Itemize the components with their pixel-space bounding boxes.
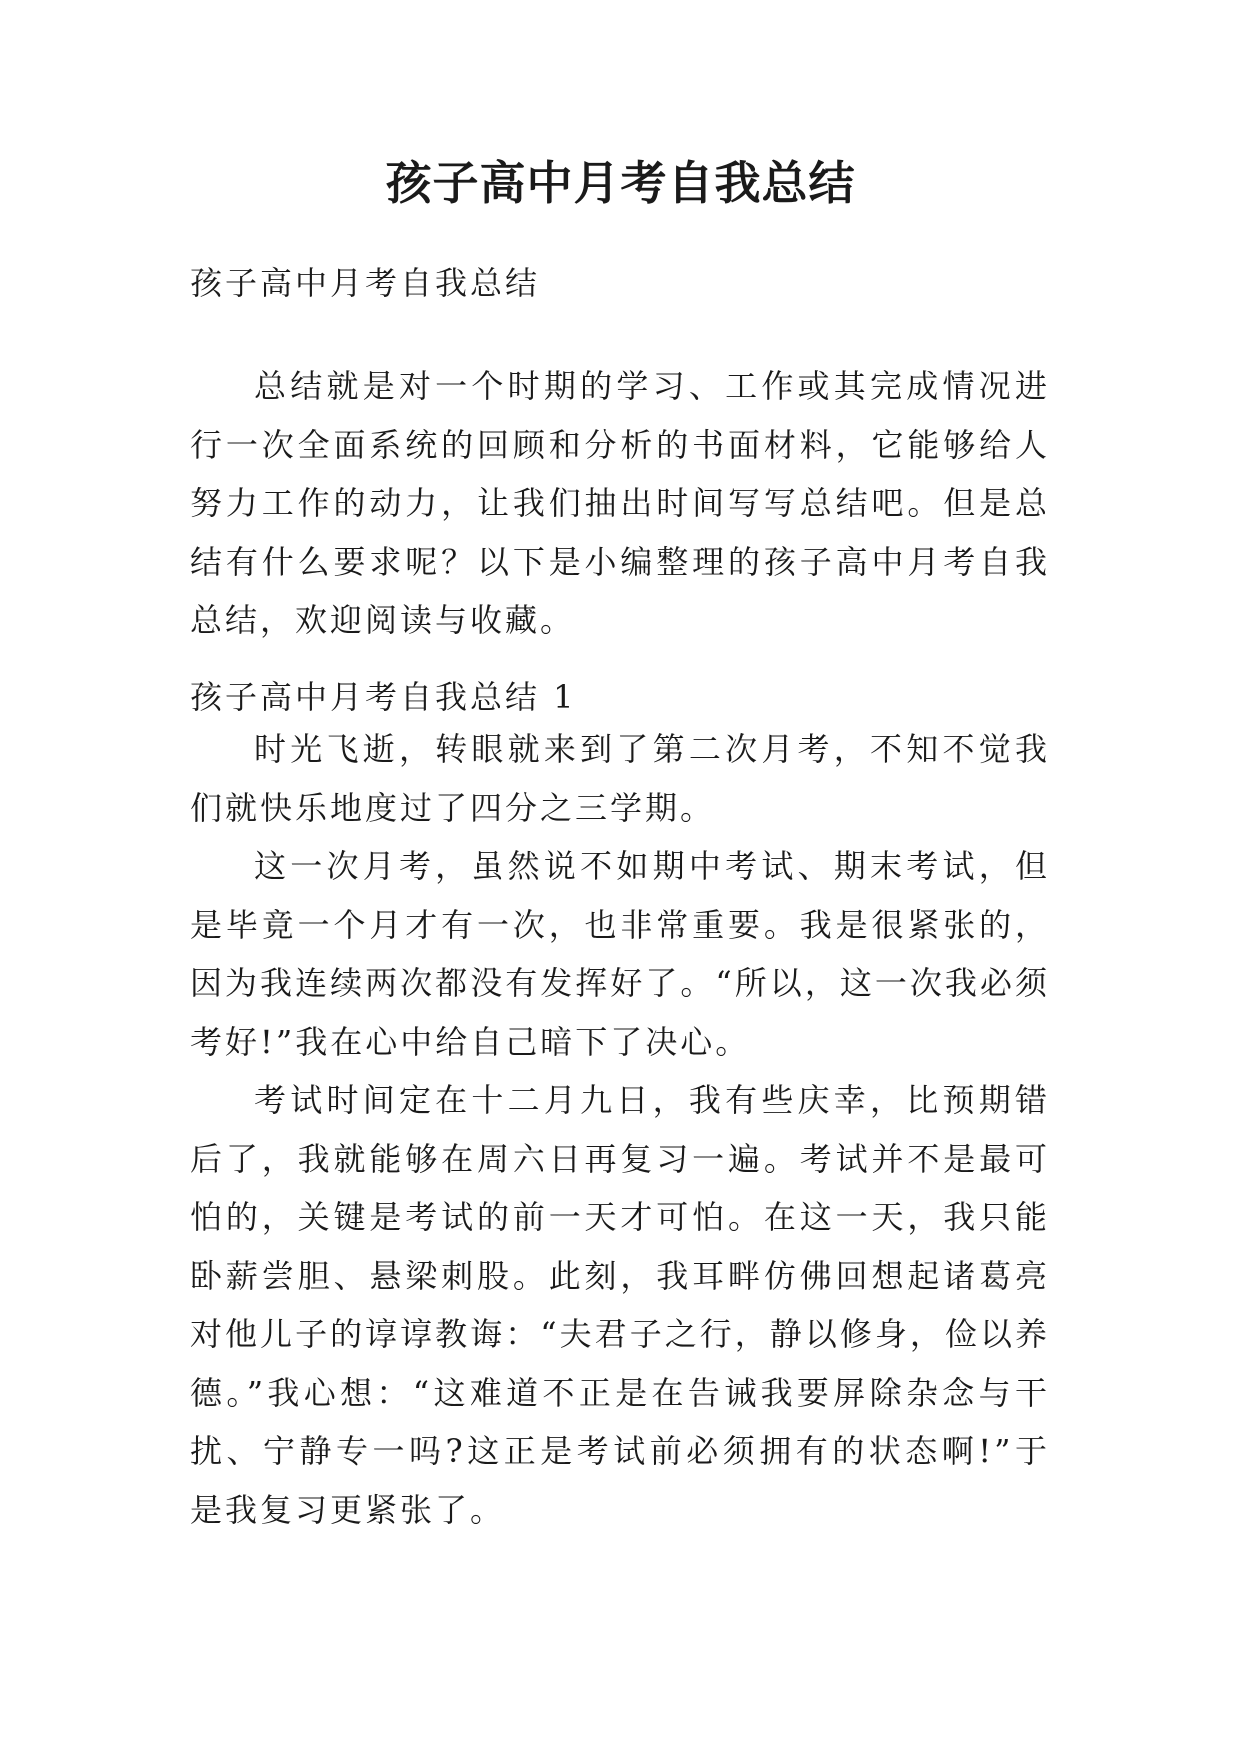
section-1-heading: 孩子高中月考自我总结 1: [190, 678, 577, 716]
body-paragraph: 考试时间定在十二月九日，我有些庆幸，比预期错后了，我就能够在周六日再复习一遍。考试并不是最可怕的，关键是考试的前一天才可怕。在这一天，我只能卧薪尝胆、悬梁刺股。此刻，我耳畔仿佛回想起诸葛亮对他儿子的谆谆教诲：“夫君子之行，静以修身，俭以养德。”我心想：“这难道不正是在告诫我要屏除杂念与干扰、宁静专一吗?这正是考试前必须拥有的状态啊!”于是我复习更紧张了。: [190, 1081, 1050, 1529]
document-title: 孩子高中月考自我总结: [385, 156, 856, 210]
body-paragraph: 时光飞逝，转眼就来到了第二次月考，不知不觉我们就快乐地度过了四分之三学期。: [190, 730, 1050, 827]
section-1-body: [190, 720, 1050, 1539]
intro-paragraph: 总结就是对一个时期的学习、工作或其完成情况进行一次全面系统的回顾和分析的书面材料，它能够给人努力工作的动力，让我们抽出时间写写总结吧。但是总结有什么要求呢？以下是小编整理的孩子高中月考自我总结，欢迎阅读与收藏。: [190, 367, 1050, 639]
body-paragraph: 这一次月考，虽然说不如期中考试、期末考试，但是毕竟一个月才有一次，也非常重要。我是很紧张的，因为我连续两次都没有发挥好了。“所以，这一次我必须考好!”我在心中给自己暗下了决心。: [190, 847, 1050, 1061]
document-subtitle: 孩子高中月考自我总结: [190, 264, 541, 302]
